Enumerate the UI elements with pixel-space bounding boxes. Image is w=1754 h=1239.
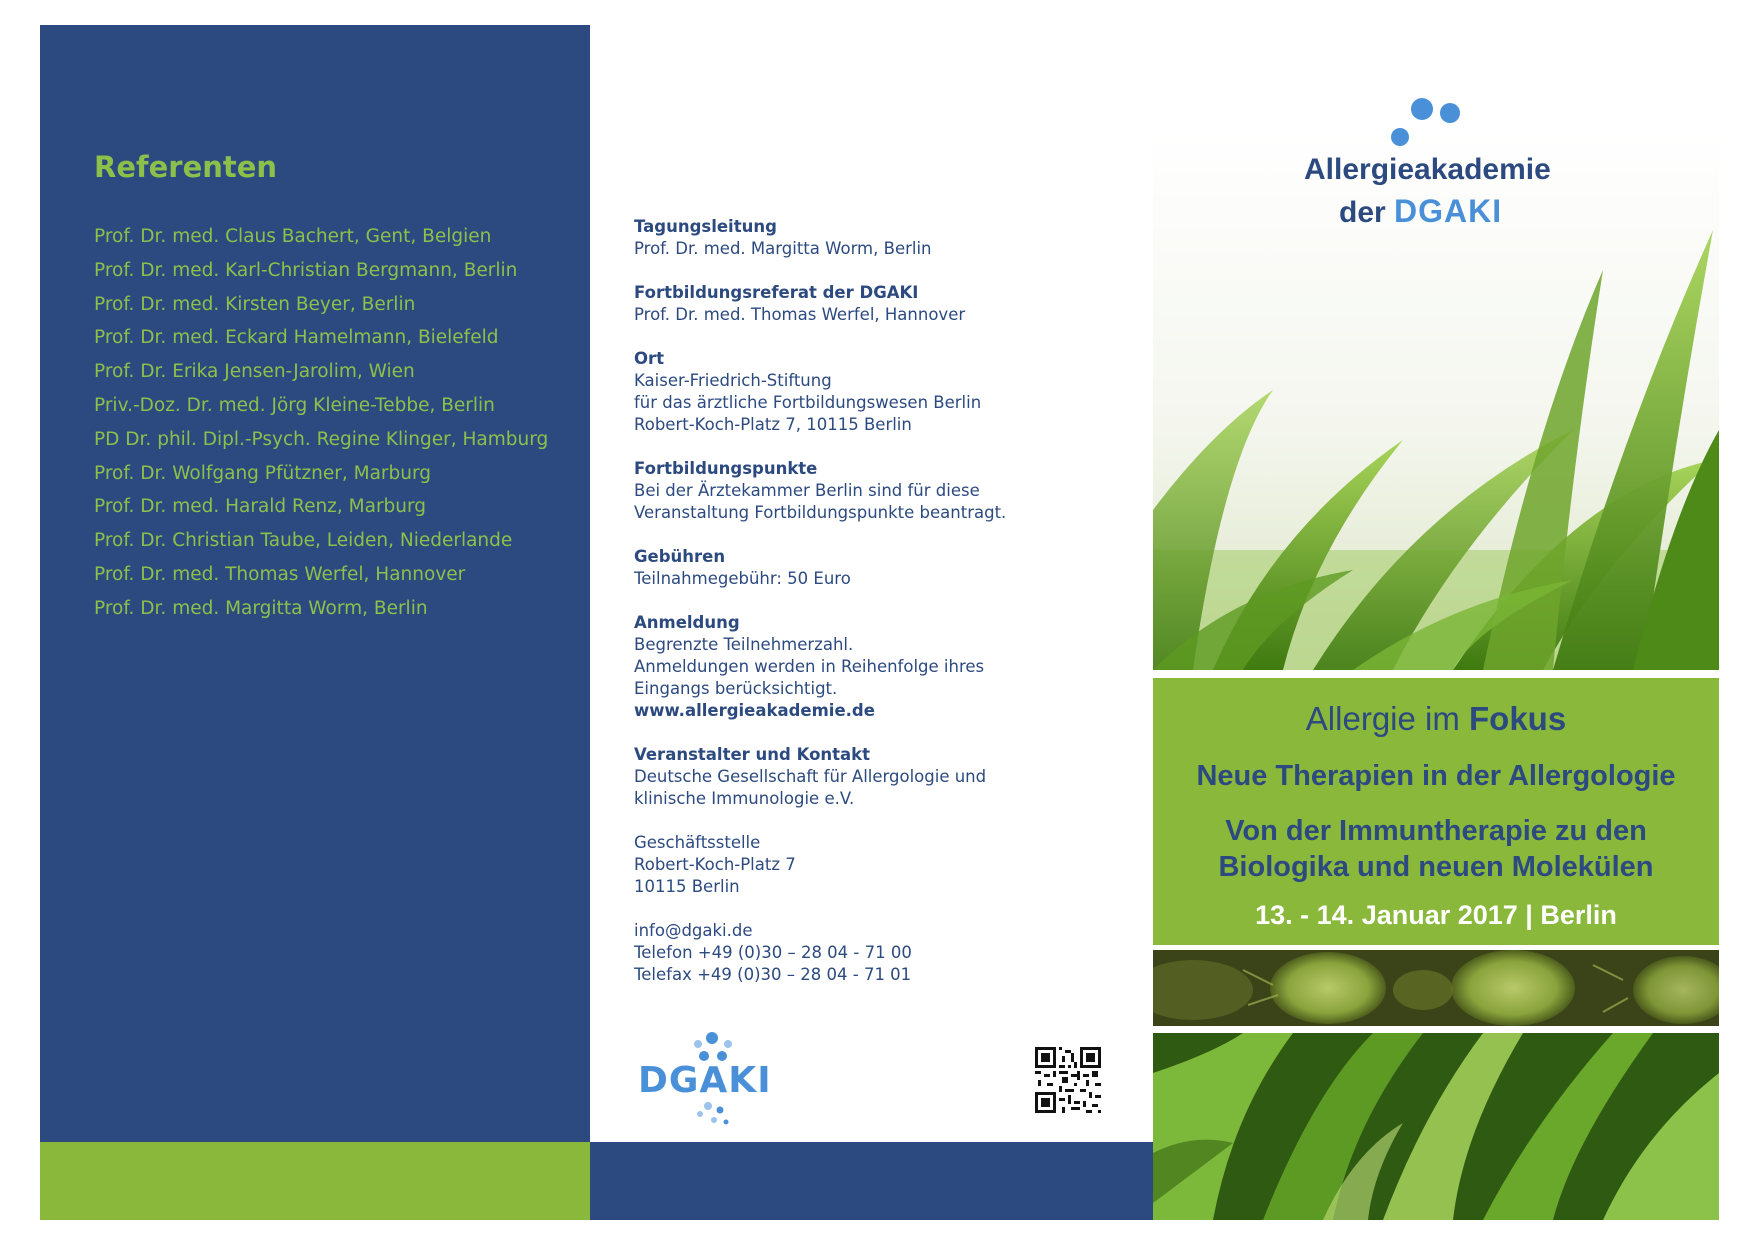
speaker-item: Prof. Dr. Christian Taube, Leiden, Niederlande bbox=[94, 530, 513, 552]
speaker-item: Prof. Dr. Wolfgang Pfützner, Marburg bbox=[94, 462, 432, 484]
section-fortbildungsreferat bbox=[634, 282, 1104, 326]
middle-footer-band bbox=[590, 1142, 1153, 1220]
section-gebuehren bbox=[634, 546, 1104, 590]
series-title bbox=[1153, 700, 1719, 738]
speaker-item: Prof. Dr. med. Claus Bachert, Gent, Belgien bbox=[94, 226, 492, 247]
academy-subline bbox=[1339, 193, 1502, 230]
speaker-item: Prof. Dr. med. Margitta Worm, Berlin bbox=[94, 597, 428, 619]
section-anmeldung bbox=[634, 612, 1104, 722]
section-line: 10115 Berlin bbox=[634, 877, 740, 896]
fax-line: Telefax +49 (0)30 – 28 04 - 71 01 bbox=[634, 965, 912, 984]
section-line: Eingangs berücksichtigt. bbox=[634, 679, 838, 698]
section-heading: Fortbildungspunkte bbox=[634, 459, 818, 478]
section-kontakt bbox=[634, 920, 1104, 986]
section-heading: Anmeldung bbox=[634, 613, 740, 632]
section-line: Anmeldungen werden in Reihenfolge ihres bbox=[634, 657, 985, 676]
left-footer-band bbox=[40, 1142, 590, 1220]
academy-subline-prefix: der bbox=[1339, 196, 1386, 229]
subheadline-line: Biologika und neuen Molekülen bbox=[1218, 851, 1654, 883]
subheadline-line: Von der Immuntherapie zu den bbox=[1225, 815, 1647, 847]
email-link[interactable]: info@dgaki.de bbox=[634, 921, 753, 940]
event-info bbox=[634, 216, 1104, 1008]
title-banner bbox=[1153, 678, 1719, 945]
speaker-list bbox=[94, 220, 548, 626]
academy-brand: DGAKI bbox=[1394, 193, 1503, 229]
series-title-prefix: Allergie im bbox=[1305, 700, 1460, 737]
section-line: Prof. Dr. med. Margitta Worm, Berlin bbox=[634, 239, 932, 258]
speaker-item: Prof. Dr. med. Kirsten Beyer, Berlin bbox=[94, 293, 416, 315]
section-line: Geschäftsstelle bbox=[634, 833, 761, 852]
section-line: Robert-Koch-Platz 7 bbox=[634, 855, 796, 874]
section-heading: Veranstalter und Kontakt bbox=[634, 745, 871, 764]
section-fortbildungspunkte bbox=[634, 458, 1104, 524]
cell-image bbox=[1153, 950, 1719, 1026]
section-line: Veranstaltung Fortbildungspunkte beantragt. bbox=[634, 503, 1007, 522]
section-line: Bei der Ärztekammer Berlin sind für diese bbox=[634, 481, 980, 500]
section-line: Prof. Dr. med. Thomas Werfel, Hannover bbox=[634, 305, 966, 324]
section-line: Teilnahmegebühr: 50 Euro bbox=[634, 569, 851, 588]
section-heading: Gebühren bbox=[634, 547, 726, 566]
speaker-item: Prof. Dr. med. Eckard Hamelmann, Bielefeld bbox=[94, 327, 499, 349]
speaker-item: Prof. Dr. med. Karl-Christian Bergmann, Berlin bbox=[94, 259, 518, 281]
speaker-item: Priv.-Doz. Dr. med. Jörg Kleine-Tebbe, Berlin bbox=[94, 394, 495, 416]
event-date: 13. - 14. Januar 2017 | Berlin bbox=[1255, 900, 1617, 930]
phone-line: Telefon +49 (0)30 – 28 04 - 71 00 bbox=[634, 943, 912, 962]
website-link[interactable]: www.allergieakademie.de bbox=[634, 701, 875, 720]
section-line: Kaiser-Friedrich-Stiftung bbox=[634, 371, 832, 390]
qr-code-icon[interactable] bbox=[1035, 1047, 1101, 1113]
section-line: Deutsche Gesellschaft für Allergologie und bbox=[634, 767, 987, 786]
event-subheadline bbox=[1153, 813, 1719, 885]
section-line: klinische Immunologie e.V. bbox=[634, 789, 855, 808]
speaker-item: Prof. Dr. Erika Jensen-Jarolim, Wien bbox=[94, 361, 415, 383]
event-headline: Neue Therapien in der Allergologie bbox=[1196, 760, 1676, 792]
grass-closeup-image bbox=[1153, 1033, 1719, 1220]
speaker-item: Prof. Dr. med. Harald Renz, Marburg bbox=[94, 496, 427, 518]
series-title-keyword: Fokus bbox=[1469, 700, 1567, 737]
section-veranstalter bbox=[634, 744, 1104, 810]
speaker-item: PD Dr. phil. Dipl.-Psych. Regine Klinger, Hamburg bbox=[94, 428, 549, 450]
section-ort bbox=[634, 348, 1104, 436]
section-heading: Ort bbox=[634, 349, 665, 368]
academy-name: Allergieakademie bbox=[1304, 153, 1551, 186]
section-geschaeftsstelle bbox=[634, 832, 1104, 898]
section-line: Robert-Koch-Platz 7, 10115 Berlin bbox=[634, 415, 912, 434]
section-tagungsleitung bbox=[634, 216, 1104, 260]
section-line: für das ärztliche Fortbildungswesen Berlin bbox=[634, 393, 982, 412]
speakers-heading: Referenten bbox=[94, 150, 278, 184]
dgaki-logo-text: DGAKI bbox=[638, 1060, 772, 1101]
section-heading: Fortbildungsreferat der DGAKI bbox=[634, 283, 919, 302]
section-line: Begrenzte Teilnehmerzahl. bbox=[634, 635, 854, 654]
speaker-item: Prof. Dr. med. Thomas Werfel, Hannover bbox=[94, 563, 466, 585]
section-heading: Tagungsleitung bbox=[634, 217, 777, 236]
